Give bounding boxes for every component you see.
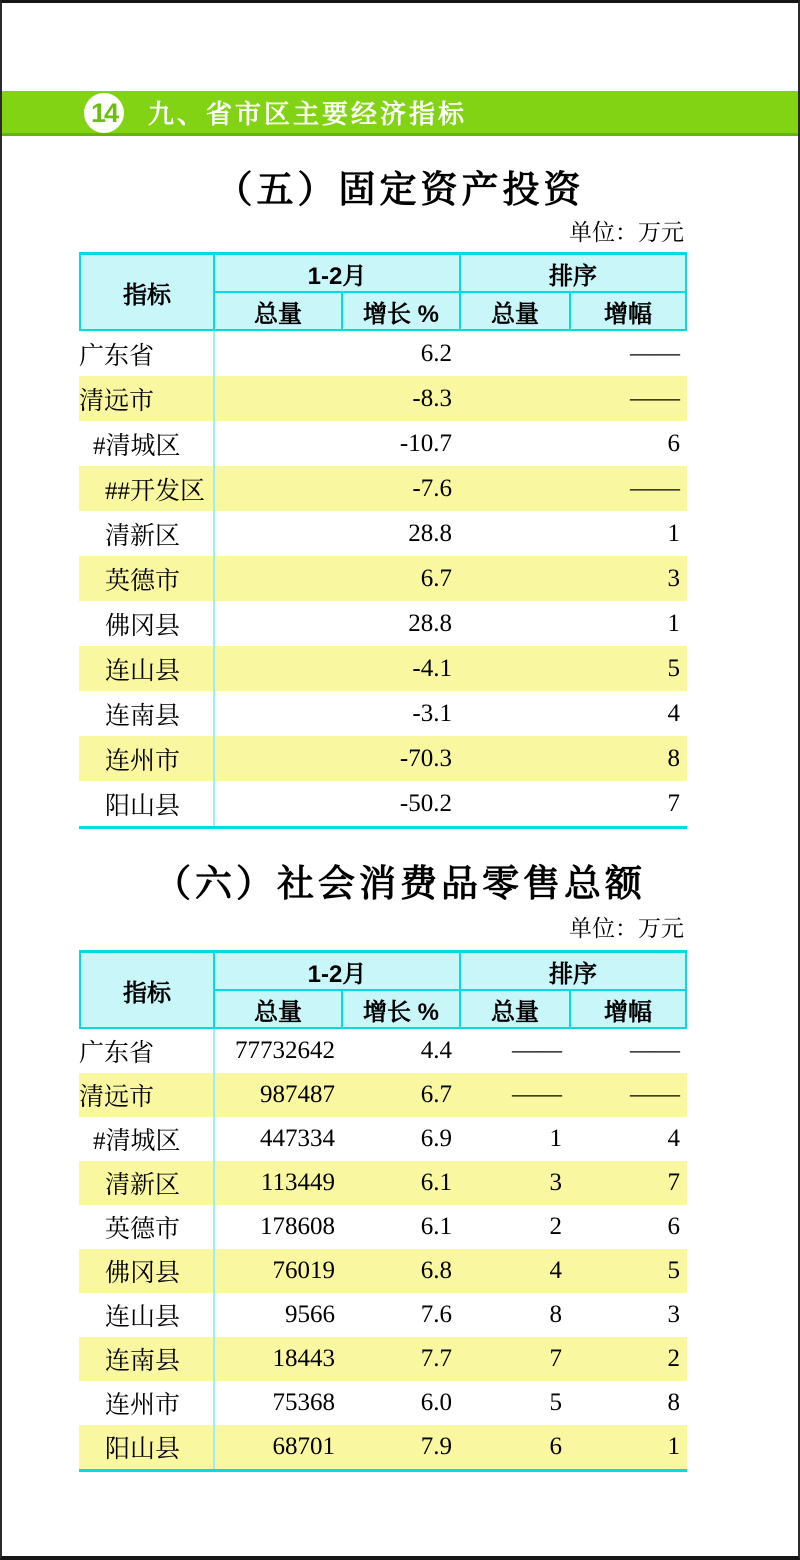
- table-row: [79, 1029, 687, 1073]
- header-cell-total: 总量: [215, 991, 341, 1027]
- cell-label: #清城区: [79, 1117, 215, 1161]
- header-cell-rank-change: 增幅: [571, 293, 685, 329]
- cell-rank-total: 1: [549, 1125, 562, 1152]
- cell-total: [215, 736, 343, 781]
- table-row: [79, 421, 687, 466]
- cell-rank-total: [461, 466, 571, 511]
- cell-rank-change: 8: [667, 1389, 680, 1416]
- cell-label: 阳山县: [79, 781, 215, 826]
- cell-label: 连州市: [79, 736, 215, 781]
- cell-rank-total: 8: [549, 1301, 562, 1328]
- cell-growth: 6.9: [420, 1125, 452, 1152]
- cell-label: 连南县: [79, 691, 215, 736]
- table-header: [79, 252, 687, 331]
- fixed-asset-investment-table: [79, 252, 687, 829]
- unit-label-6: 单位：万元: [569, 916, 684, 941]
- table-body: [79, 1029, 687, 1472]
- cell-growth: 6.8: [420, 1257, 452, 1284]
- table-row: [79, 1161, 687, 1205]
- header-cell-period: 1-2月: [215, 255, 459, 291]
- table-body: [79, 331, 687, 829]
- cell-rank-change: ——: [630, 339, 680, 367]
- cell-rank-change: 5: [667, 1257, 680, 1284]
- cell-rank-change: 6: [667, 429, 680, 457]
- cell-label: ##开发区: [79, 466, 215, 511]
- cell-rank-total: 4: [549, 1257, 562, 1284]
- table-row: [79, 1337, 687, 1381]
- cell-label: 英德市: [79, 1205, 215, 1249]
- cell-rank-change: 7: [667, 789, 680, 817]
- header-cell-indicator: 指标: [81, 255, 213, 329]
- header-cell-rank-total: 总量: [461, 293, 569, 329]
- cell-growth: -4.1: [412, 654, 452, 682]
- chapter-header-bar: [2, 91, 798, 136]
- cell-growth: 6.2: [420, 339, 452, 367]
- cell-label: 英德市: [79, 556, 215, 601]
- cell-rank-total: ——: [512, 1037, 562, 1064]
- header-cell-total: 总量: [215, 293, 341, 329]
- table-row: [79, 781, 687, 826]
- page-number-badge: 14: [84, 93, 124, 133]
- header-cell-growth: 增长 %: [343, 991, 459, 1027]
- cell-rank-change: ——: [630, 384, 680, 412]
- cell-total: 75368: [272, 1389, 335, 1416]
- cell-growth: 6.7: [420, 564, 452, 592]
- cell-total: [215, 331, 343, 376]
- header-cell-period: 1-2月: [215, 953, 459, 989]
- table-row: [79, 1249, 687, 1293]
- table-row: [79, 601, 687, 646]
- cell-label: 清远市: [79, 376, 215, 421]
- cell-rank-total: [461, 511, 571, 556]
- table-row: [79, 1073, 687, 1117]
- table-row: [79, 1425, 687, 1469]
- cell-rank-change: 1: [667, 519, 680, 547]
- cell-label: 连山县: [79, 646, 215, 691]
- cell-total: [215, 421, 343, 466]
- cell-rank-total: 5: [549, 1389, 562, 1416]
- cell-rank-total: 6: [549, 1433, 562, 1460]
- cell-growth: 7.9: [420, 1433, 452, 1460]
- cell-rank-change: 5: [667, 654, 680, 682]
- cell-label: 清新区: [79, 511, 215, 556]
- cell-growth: 6.1: [420, 1213, 452, 1240]
- cell-rank-total: 3: [549, 1169, 562, 1196]
- cell-growth: 7.7: [420, 1345, 452, 1372]
- cell-rank-total: [461, 646, 571, 691]
- cell-growth: -3.1: [412, 699, 452, 727]
- cell-rank-change: 4: [667, 1125, 680, 1152]
- table-row: [79, 556, 687, 601]
- cell-total: 178608: [260, 1213, 335, 1240]
- cell-rank-total: [461, 556, 571, 601]
- cell-rank-total: [461, 376, 571, 421]
- cell-growth: 28.8: [408, 609, 452, 637]
- section-title-5: （五）固定资产投资: [215, 169, 585, 210]
- cell-total: [215, 646, 343, 691]
- cell-rank-change: ——: [630, 474, 680, 502]
- cell-total: 77732642: [235, 1037, 335, 1064]
- table-row: [79, 646, 687, 691]
- table-row: [79, 1205, 687, 1249]
- cell-total: [215, 601, 343, 646]
- cell-growth: -8.3: [412, 384, 452, 412]
- cell-rank-total: [461, 421, 571, 466]
- cell-total: 113449: [260, 1169, 335, 1196]
- cell-rank-change: ——: [630, 1081, 680, 1108]
- cell-total: [215, 511, 343, 556]
- table-row: [79, 1117, 687, 1161]
- section-title-6: （六）社会消费品零售总额: [154, 863, 646, 904]
- cell-rank-total: [461, 781, 571, 826]
- cell-rank-change: 4: [667, 699, 680, 727]
- cell-rank-total: 2: [549, 1213, 562, 1240]
- table-row: [79, 736, 687, 781]
- cell-rank-change: 3: [667, 564, 680, 592]
- cell-total: 18443: [272, 1345, 335, 1372]
- cell-total: [215, 466, 343, 511]
- cell-label: 连南县: [79, 1337, 215, 1381]
- unit-label-5: 单位：万元: [569, 220, 684, 245]
- table-row: [79, 1381, 687, 1425]
- cell-rank-change: ——: [630, 1037, 680, 1064]
- cell-label: 广东省: [79, 331, 215, 376]
- cell-growth: -50.2: [399, 789, 452, 817]
- cell-label: 阳山县: [79, 1425, 215, 1469]
- cell-growth: -10.7: [399, 429, 452, 457]
- cell-rank-change: 3: [667, 1301, 680, 1328]
- cell-label: 连州市: [79, 1381, 215, 1425]
- header-cell-growth: 增长 %: [343, 293, 459, 329]
- header-cell-rank-total: 总量: [461, 991, 569, 1027]
- cell-total: 76019: [272, 1257, 335, 1284]
- table-header: [79, 950, 687, 1029]
- header-cell-indicator: 指标: [81, 953, 213, 1027]
- cell-rank-total: ——: [512, 1081, 562, 1108]
- cell-growth: 28.8: [408, 519, 452, 547]
- cell-growth: 6.7: [420, 1081, 452, 1108]
- cell-rank-total: [461, 691, 571, 736]
- table-row: [79, 466, 687, 511]
- cell-label: 清远市: [79, 1073, 215, 1117]
- cell-total: [215, 376, 343, 421]
- cell-growth: -7.6: [412, 474, 452, 502]
- cell-rank-total: [461, 601, 571, 646]
- cell-total: 68701: [272, 1433, 335, 1460]
- chapter-title: 九、省市区主要经济指标: [148, 98, 468, 129]
- cell-growth: 6.1: [420, 1169, 452, 1196]
- cell-growth: 7.6: [420, 1301, 452, 1328]
- cell-rank-change: 6: [667, 1213, 680, 1240]
- cell-rank-change: 2: [667, 1345, 680, 1372]
- cell-label: #清城区: [79, 421, 215, 466]
- table-row: [79, 331, 687, 376]
- cell-total: 447334: [260, 1125, 335, 1152]
- cell-label: 佛冈县: [79, 1249, 215, 1293]
- cell-growth: 4.4: [420, 1037, 452, 1064]
- cell-total: [215, 556, 343, 601]
- cell-rank-change: 1: [667, 1433, 680, 1460]
- cell-label: 连山县: [79, 1293, 215, 1337]
- cell-rank-change: 8: [667, 744, 680, 772]
- header-cell-rank: 排序: [461, 255, 685, 291]
- cell-label: 佛冈县: [79, 601, 215, 646]
- cell-total: 9566: [285, 1301, 335, 1328]
- cell-label: 清新区: [79, 1161, 215, 1205]
- header-cell-rank: 排序: [461, 953, 685, 989]
- cell-rank-total: [461, 736, 571, 781]
- cell-total: 987487: [260, 1081, 335, 1108]
- header-cell-rank-change: 增幅: [571, 991, 685, 1027]
- table-row: [79, 376, 687, 421]
- cell-rank-total: 7: [549, 1345, 562, 1372]
- table-row: [79, 511, 687, 556]
- cell-total: [215, 781, 343, 826]
- cell-growth: 6.0: [420, 1389, 452, 1416]
- cell-label: 广东省: [79, 1029, 215, 1073]
- cell-total: [215, 691, 343, 736]
- table-row: [79, 1293, 687, 1337]
- cell-growth: -70.3: [399, 744, 452, 772]
- retail-sales-table: [79, 950, 687, 1472]
- cell-rank-total: [461, 331, 571, 376]
- cell-rank-change: 7: [667, 1169, 680, 1196]
- cell-rank-change: 1: [667, 609, 680, 637]
- table-row: [79, 691, 687, 736]
